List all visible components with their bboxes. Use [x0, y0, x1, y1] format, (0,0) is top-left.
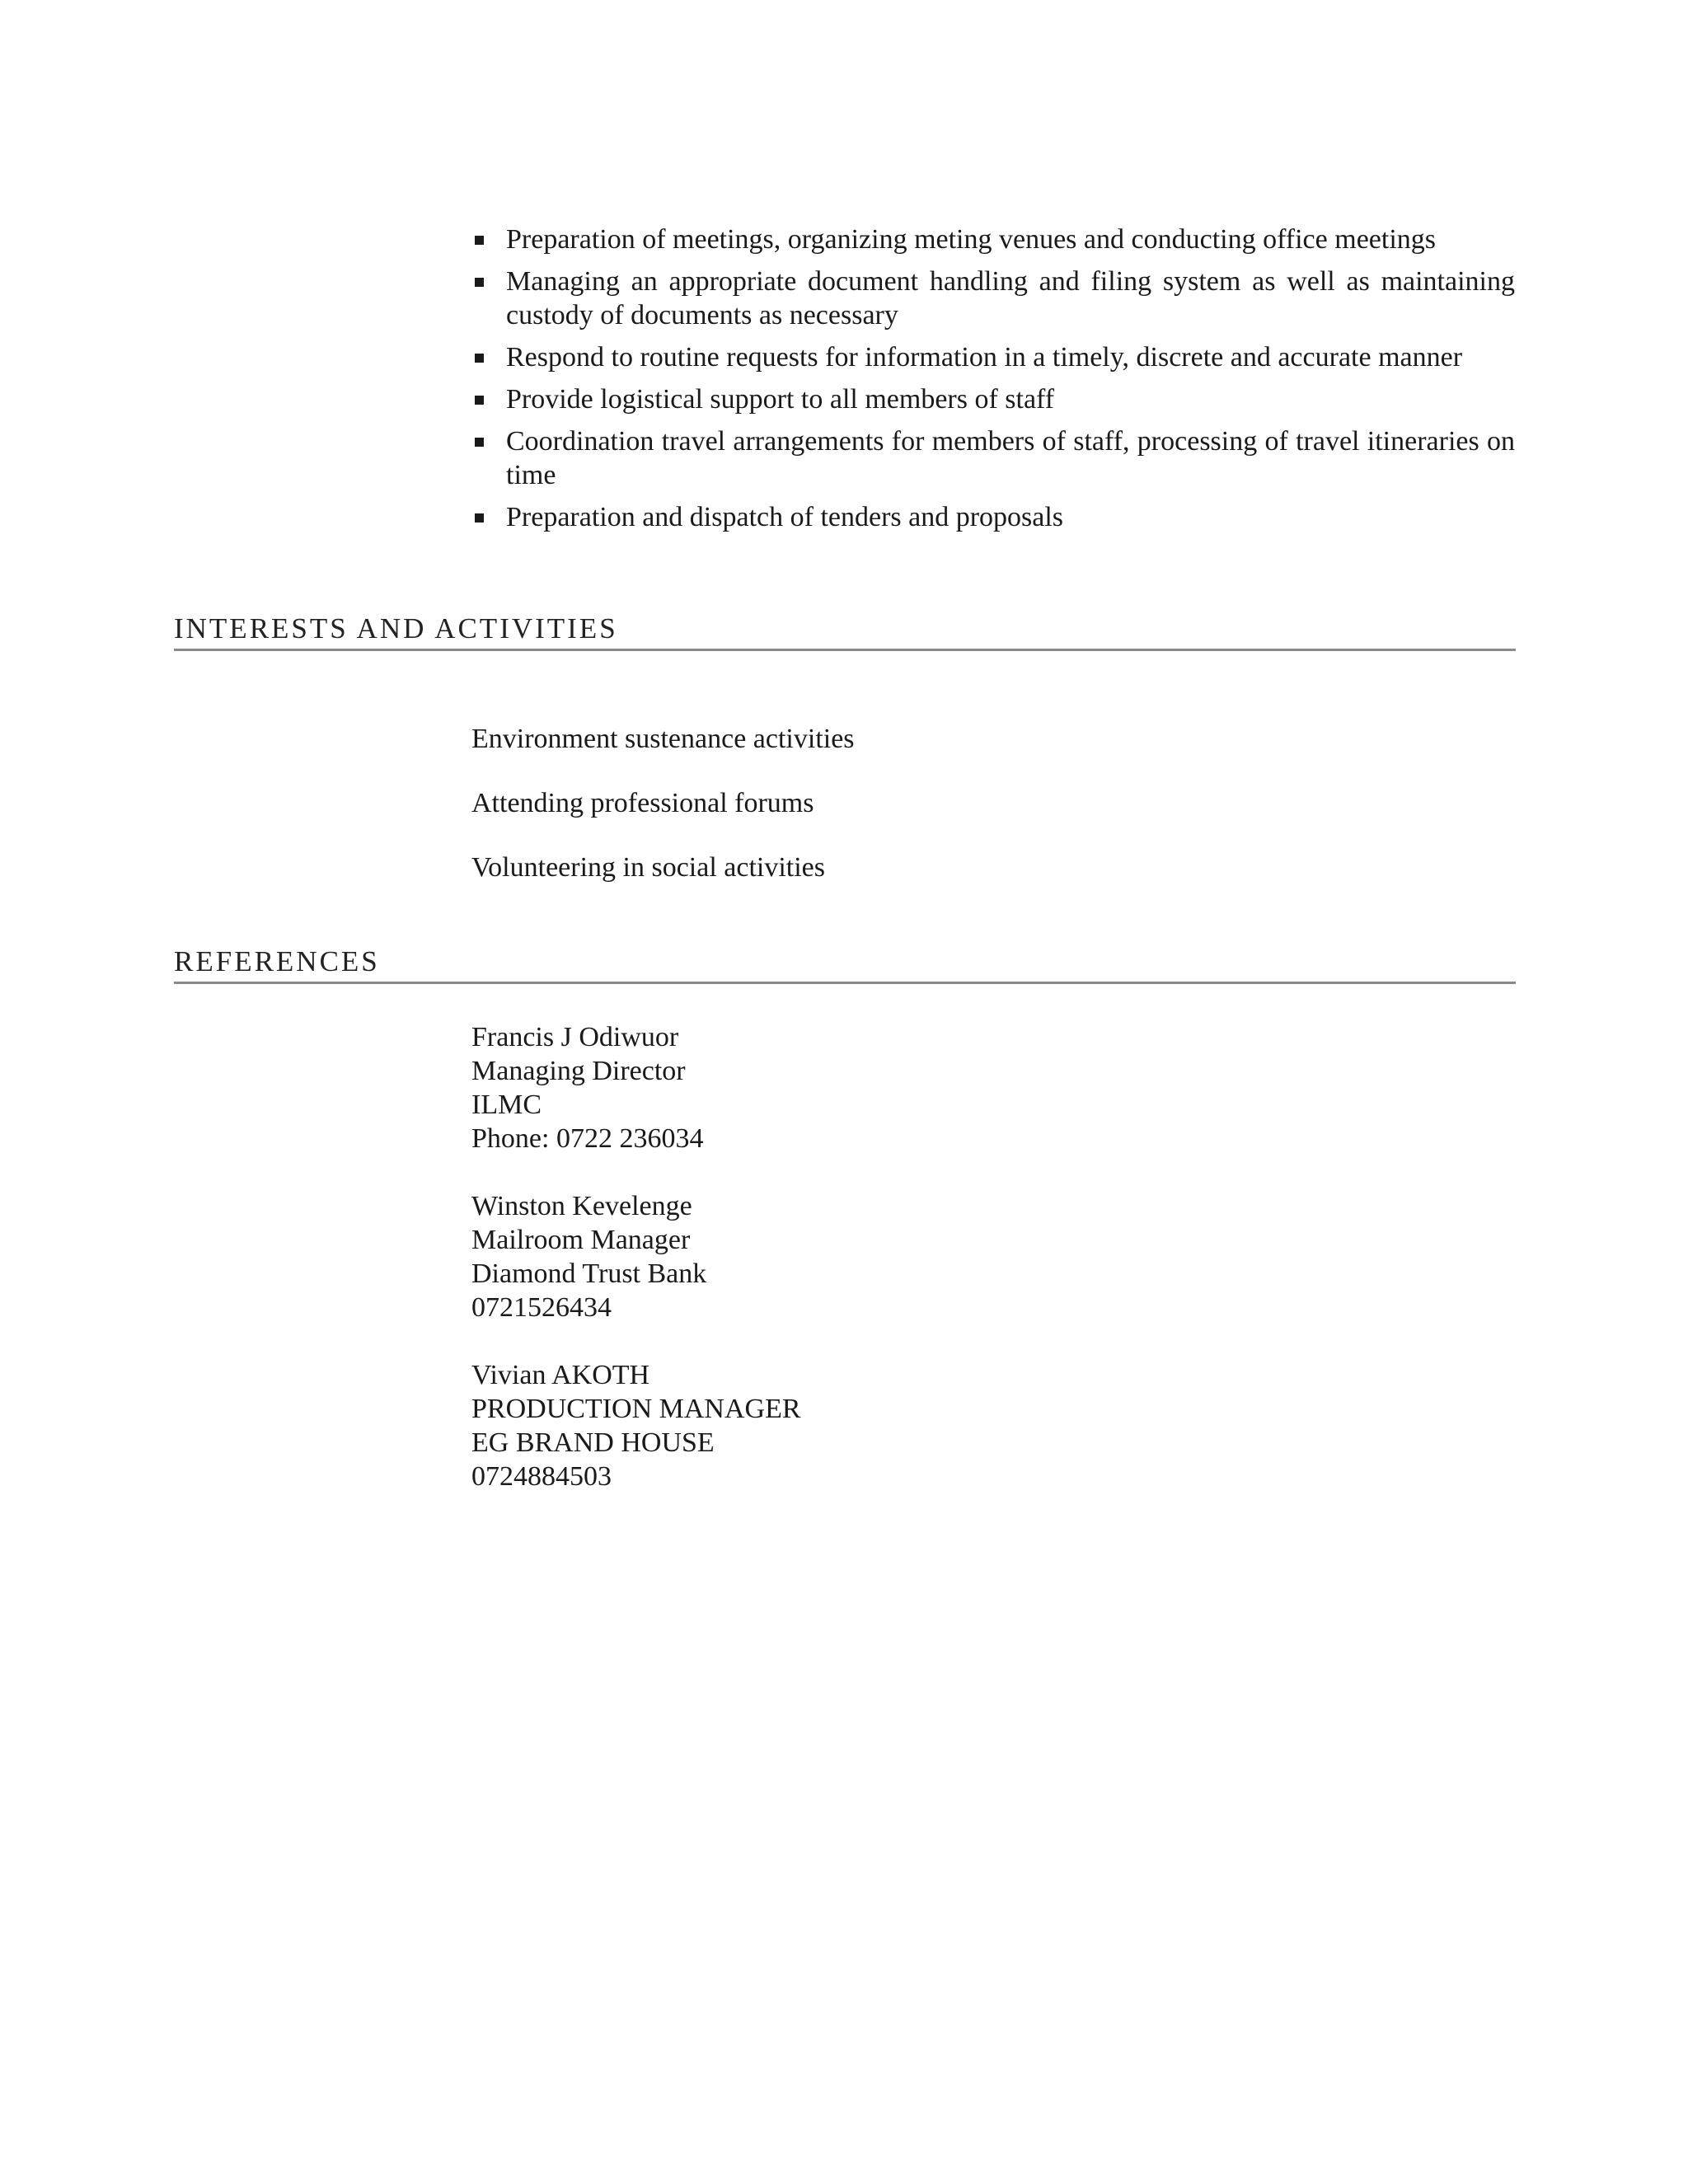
referee-title: Mailroom Manager — [471, 1225, 691, 1255]
interest-item: Attending professional forums — [471, 788, 814, 818]
duty-item — [471, 382, 1515, 416]
referee-phone: Phone: 0722 236034 — [471, 1123, 704, 1154]
duty-item — [471, 500, 1515, 534]
duty-item — [471, 340, 1515, 374]
interest-item: Environment sustenance activities — [471, 724, 855, 754]
duty-text: Managing an appropriate document handling and filing system as well as maintaining custody of documents as necessary — [506, 266, 1515, 330]
duties-list — [471, 223, 1515, 542]
interests-heading: INTERESTS AND ACTIVITIES — [174, 611, 1516, 651]
referee-organization: ILMC — [471, 1090, 542, 1120]
referee-organization: Diamond Trust Bank — [471, 1258, 707, 1289]
referee — [471, 1189, 1461, 1324]
duty-text: Respond to routine requests for information in a timely, discrete and accurate manner — [506, 342, 1463, 373]
referee-phone: 0721526434 — [471, 1292, 612, 1323]
referee-name: Winston Kevelenge — [471, 1191, 692, 1221]
interests-list — [471, 722, 1461, 915]
square-bullet-icon — [475, 513, 484, 523]
referee-organization: EG BRAND HOUSE — [471, 1427, 715, 1458]
referee — [471, 1020, 1461, 1155]
duty-item — [471, 265, 1515, 332]
duty-text: Preparation and dispatch of tenders and proposals — [506, 502, 1064, 532]
duty-text: Coordination travel arrangements for members of staff, processing of travel itineraries on time — [506, 426, 1515, 490]
duty-text: Preparation of meetings, organizing meting venues and conducting office meetings — [506, 224, 1436, 255]
duty-item — [471, 424, 1515, 492]
interest-item: Volunteering in social activities — [471, 852, 826, 883]
referee — [471, 1358, 1461, 1493]
references-heading: REFERENCES — [174, 944, 1516, 984]
referee-title: PRODUCTION MANAGER — [471, 1394, 801, 1424]
square-bullet-icon — [475, 278, 484, 287]
references-list — [471, 1020, 1461, 1527]
duty-text: Provide logistical support to all members of staff — [506, 384, 1055, 415]
referee-name: Vivian AKOTH — [471, 1360, 650, 1390]
square-bullet-icon — [475, 396, 484, 405]
referee-title: Managing Director — [471, 1056, 686, 1086]
square-bullet-icon — [475, 354, 484, 363]
referee-name: Francis J Odiwuor — [471, 1022, 679, 1052]
referee-phone: 0724884503 — [471, 1461, 612, 1492]
duty-item — [471, 223, 1515, 256]
square-bullet-icon — [475, 236, 484, 245]
square-bullet-icon — [475, 438, 484, 447]
